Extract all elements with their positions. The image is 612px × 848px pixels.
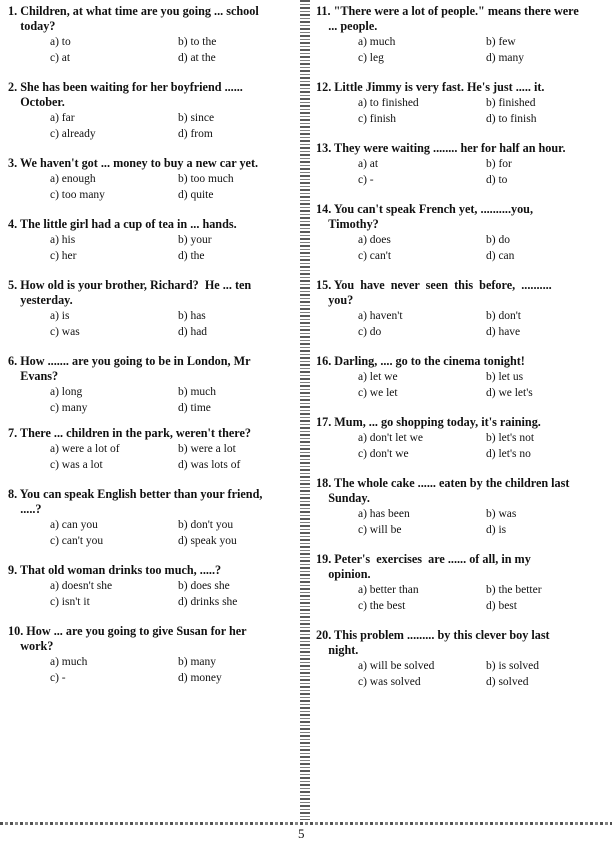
option-c: c) - (358, 174, 374, 186)
option-d: d) the (178, 250, 205, 262)
option-c: c) was solved (358, 676, 421, 688)
answer-options (8, 171, 298, 203)
answer-options (316, 308, 606, 340)
question-text: 11. "There were a lot of people." means there were ... people. (316, 4, 579, 33)
answer-options (316, 582, 606, 614)
option-d: d) time (178, 402, 211, 414)
option-b: b) much (178, 386, 217, 398)
question-block (8, 487, 298, 549)
option-c: c) at (50, 52, 71, 64)
option-c: c) finish (358, 113, 397, 125)
option-b: b) for (486, 158, 512, 170)
option-a: a) does (358, 234, 391, 246)
option-d: d) to (486, 174, 508, 186)
option-a: a) far (50, 112, 75, 124)
answer-options (316, 34, 606, 66)
answer-options (8, 578, 298, 610)
column-divider (300, 0, 310, 820)
question-block (8, 426, 298, 473)
question-text: 5. How old is your brother, Richard? He ... ten yesterday. (8, 278, 252, 307)
option-a: a) much (50, 656, 88, 668)
question-block (316, 552, 606, 614)
option-d: d) drinks she (178, 596, 238, 608)
option-b: b) does she (178, 580, 230, 592)
option-c: c) was (50, 326, 80, 338)
question-text: 9. That old woman drinks too much, .....? (8, 563, 222, 577)
option-d: d) quite (178, 189, 214, 201)
option-d: d) is (486, 524, 507, 536)
option-b: b) has (178, 310, 206, 322)
option-b: b) finished (486, 97, 536, 109)
option-c: c) do (358, 326, 382, 338)
answer-options (316, 156, 606, 188)
question-text: 15. You have never seen this before, .......... you? (316, 278, 552, 307)
question-text: 16. Darling, .... go to the cinema tonight! (316, 354, 525, 368)
answer-options (316, 95, 606, 127)
option-d: d) best (486, 600, 517, 612)
option-d: d) can (486, 250, 515, 262)
question-text: 12. Little Jimmy is very fast. He's just ..... it. (316, 80, 545, 94)
answer-options (8, 441, 298, 473)
question-text: 7. There ... children in the park, weren't there? (8, 426, 251, 440)
answer-options (8, 384, 298, 416)
option-b: b) let us (486, 371, 524, 383)
option-a: a) will be solved (358, 660, 435, 672)
question-text: 4. The little girl had a cup of tea in ... hands. (8, 217, 237, 231)
question-block (8, 156, 298, 203)
option-a: a) long (50, 386, 83, 398)
option-a: a) much (358, 36, 396, 48)
question-text: 20. This problem ......... by this clever boy last night. (316, 628, 550, 657)
option-d: d) speak you (178, 535, 237, 547)
option-b: b) don't (486, 310, 521, 322)
option-d: d) have (486, 326, 521, 338)
option-c: c) - (50, 672, 66, 684)
answer-options (8, 654, 298, 686)
question-block (316, 202, 606, 264)
option-b: b) many (178, 656, 217, 668)
answer-options (8, 110, 298, 142)
question-text: 10. How ... are you going to give Susan for her work? (8, 624, 247, 653)
question-block (316, 4, 606, 66)
option-a: a) don't let we (358, 432, 423, 444)
option-c: c) will be (358, 524, 402, 536)
answer-options (8, 308, 298, 340)
option-c: c) leg (358, 52, 384, 64)
option-a: a) at (358, 158, 379, 170)
question-block (316, 141, 606, 188)
option-d: d) money (178, 672, 222, 684)
question-text: 13. They were waiting ........ her for half an hour. (316, 141, 566, 155)
option-d: d) to finish (486, 113, 537, 125)
question-text: 18. The whole cake ...... eaten by the children last Sunday. (316, 476, 570, 505)
question-block (8, 4, 298, 66)
option-c: c) her (50, 250, 77, 262)
question-text: 19. Peter's exercises are ...... of all, in my opinion. (316, 552, 531, 581)
question-text: 17. Mum, ... go shopping today, it's raining. (316, 415, 541, 429)
option-b: b) the better (486, 584, 542, 596)
question-text: 14. You can't speak French yet, ..........you, Timothy? (316, 202, 534, 231)
option-d: d) had (178, 326, 208, 338)
option-d: d) we let's (486, 387, 533, 399)
question-block (316, 354, 606, 401)
answer-options (316, 232, 606, 264)
left-column (8, 4, 298, 686)
answer-options (316, 658, 606, 690)
option-d: d) many (486, 52, 525, 64)
option-b: b) don't you (178, 519, 234, 531)
option-d: d) solved (486, 676, 529, 688)
question-block (8, 217, 298, 264)
answer-options (8, 517, 298, 549)
option-c: c) isn't it (50, 596, 90, 608)
answer-options (316, 369, 606, 401)
answer-options (8, 34, 298, 66)
question-block (316, 628, 606, 690)
option-d: d) let's no (486, 448, 531, 460)
answer-options (316, 430, 606, 462)
answer-options (8, 232, 298, 264)
option-a: a) to (50, 36, 71, 48)
option-b: b) were a lot (178, 443, 236, 455)
option-c: c) too many (50, 189, 105, 201)
option-c: c) don't we (358, 448, 409, 460)
question-block (316, 415, 606, 462)
option-b: b) since (178, 112, 215, 124)
question-block (316, 476, 606, 538)
option-a: a) to finished (358, 97, 419, 109)
question-text: 6. How ....... are you going to be in London, Mr Evans? (8, 354, 251, 383)
option-a: a) doesn't she (50, 580, 113, 592)
option-a: a) is (50, 310, 70, 322)
option-b: b) too much (178, 173, 234, 185)
question-text: 8. You can speak English better than your friend, .....? (8, 487, 263, 516)
option-b: b) was (486, 508, 517, 520)
option-b: b) few (486, 36, 516, 48)
question-block (316, 278, 606, 340)
question-block (8, 278, 298, 340)
option-b: b) let's not (486, 432, 535, 444)
option-a: a) his (50, 234, 76, 246)
question-block (8, 563, 298, 610)
option-a: a) were a lot of (50, 443, 120, 455)
option-c: c) already (50, 128, 96, 140)
question-block (316, 80, 606, 127)
option-d: d) was lots of (178, 459, 241, 471)
right-column (316, 4, 606, 690)
question-block (8, 624, 298, 686)
option-a: a) better than (358, 584, 419, 596)
option-c: c) was a lot (50, 459, 103, 471)
option-c: c) can't (358, 250, 392, 262)
question-text: 2. She has been waiting for her boyfriend ...... October. (8, 80, 243, 109)
option-c: c) we let (358, 387, 398, 399)
option-c: c) can't you (50, 535, 104, 547)
option-d: d) from (178, 128, 213, 140)
question-text: 3. We haven't got ... money to buy a new car yet. (8, 156, 259, 170)
question-block (8, 354, 298, 416)
option-b: b) your (178, 234, 212, 246)
option-b: b) is solved (486, 660, 540, 672)
option-a: a) has been (358, 508, 410, 520)
option-d: d) at the (178, 52, 216, 64)
option-a: a) let we (358, 371, 398, 383)
option-a: a) haven't (358, 310, 403, 322)
option-a: a) can you (50, 519, 98, 531)
page-number: 5 (298, 826, 305, 841)
question-text: 1. Children, at what time are you going ... school today? (8, 4, 259, 33)
option-c: c) many (50, 402, 88, 414)
answer-options (316, 506, 606, 538)
question-block (8, 80, 298, 142)
option-b: b) to the (178, 36, 217, 48)
option-a: a) enough (50, 173, 96, 185)
option-c: c) the best (358, 600, 406, 612)
option-b: b) do (486, 234, 510, 246)
footer-rule (0, 822, 612, 825)
